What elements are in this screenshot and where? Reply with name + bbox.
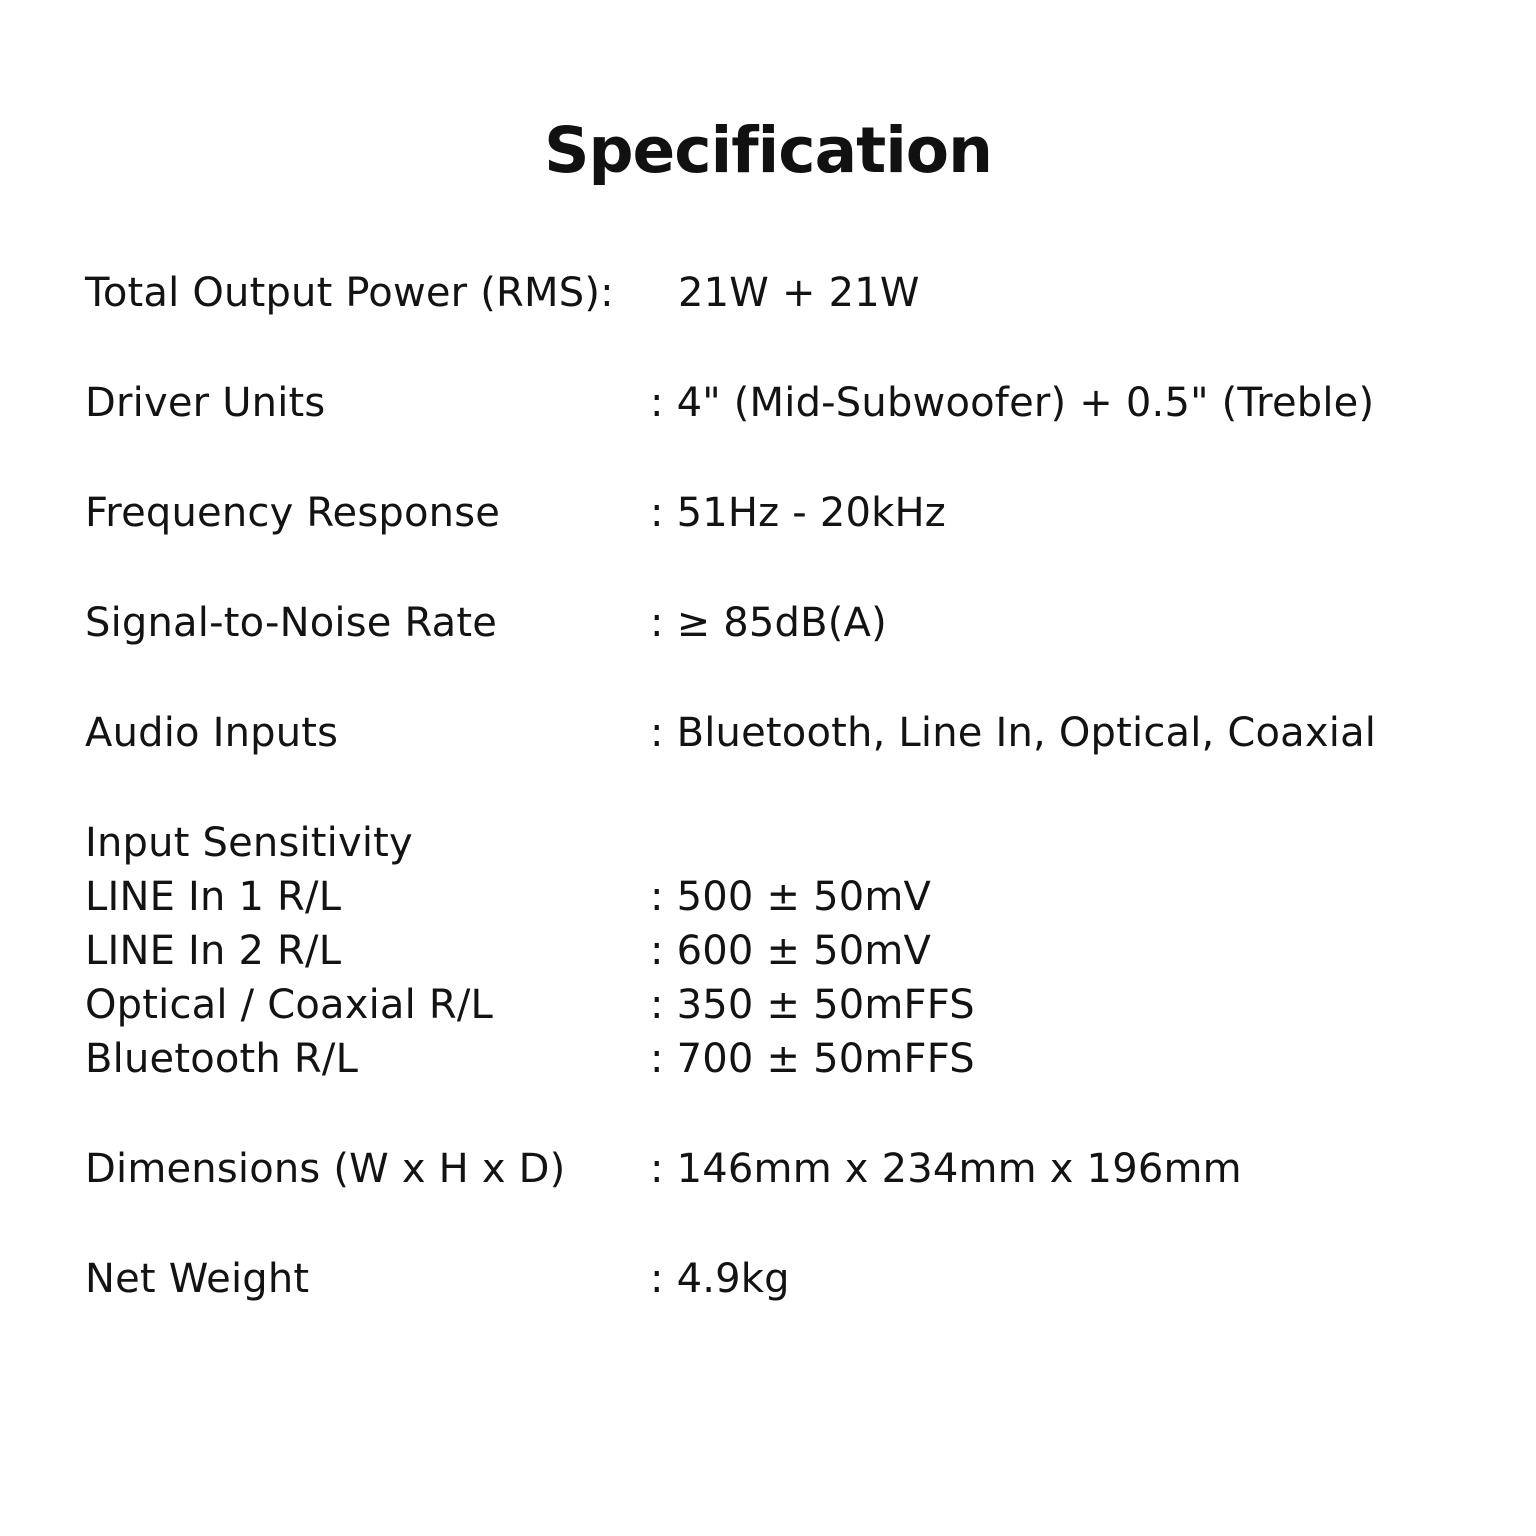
spec-row-line-in-1 <box>85 870 1476 924</box>
spec-label: Net Weight <box>85 1256 310 1302</box>
spec-value: : 146mm x 234mm x 196mm <box>650 1146 1242 1192</box>
spec-label: Dimensions (W x H x D) <box>85 1146 566 1192</box>
spec-row-signal-to-noise-rate <box>85 596 1476 650</box>
spec-row-frequency-response <box>85 486 1476 540</box>
spec-row-net-weight <box>85 1252 1476 1306</box>
spec-value: : 700 ± 50mFFS <box>650 1036 975 1082</box>
spec-value: : 4" (Mid-Subwoofer) + 0.5" (Treble) <box>650 380 1375 426</box>
spec-row-audio-inputs <box>85 706 1476 760</box>
spec-value: : Bluetooth, Line In, Optical, Coaxial <box>650 710 1377 756</box>
spec-row-driver-units <box>85 376 1476 430</box>
spec-label: Bluetooth R/L <box>85 1036 359 1082</box>
spec-row-bluetooth <box>85 1032 1476 1086</box>
spec-value: : ≥ 85dB(A) <box>650 600 887 646</box>
spec-label: Input Sensitivity <box>85 820 413 866</box>
spec-row-total-output-power <box>85 266 1476 320</box>
page-title: Specification <box>544 114 992 187</box>
spec-row-input-sensitivity-header <box>85 816 1476 870</box>
spec-label: Driver Units <box>85 380 326 426</box>
spec-label: Total Output Power (RMS): <box>85 270 614 316</box>
spec-label: LINE In 1 R/L <box>85 874 342 920</box>
spec-value: 21W + 21W <box>678 270 920 316</box>
spec-label: Optical / Coaxial R/L <box>85 982 493 1028</box>
spec-label: Signal-to-Noise Rate <box>85 600 498 646</box>
spec-value: : 4.9kg <box>650 1256 790 1302</box>
spec-value: : 500 ± 50mV <box>650 874 932 920</box>
spec-label: LINE In 2 R/L <box>85 928 342 974</box>
spec-list <box>85 266 1476 1306</box>
spec-label: Frequency Response <box>85 490 501 536</box>
spec-label: Audio Inputs <box>85 710 339 756</box>
spec-row-optical-coaxial <box>85 978 1476 1032</box>
spec-row-line-in-2 <box>85 924 1476 978</box>
spec-value: : 51Hz - 20kHz <box>650 490 946 536</box>
spec-value: : 600 ± 50mV <box>650 928 932 974</box>
spec-value: : 350 ± 50mFFS <box>650 982 975 1028</box>
spec-row-dimensions <box>85 1142 1476 1196</box>
